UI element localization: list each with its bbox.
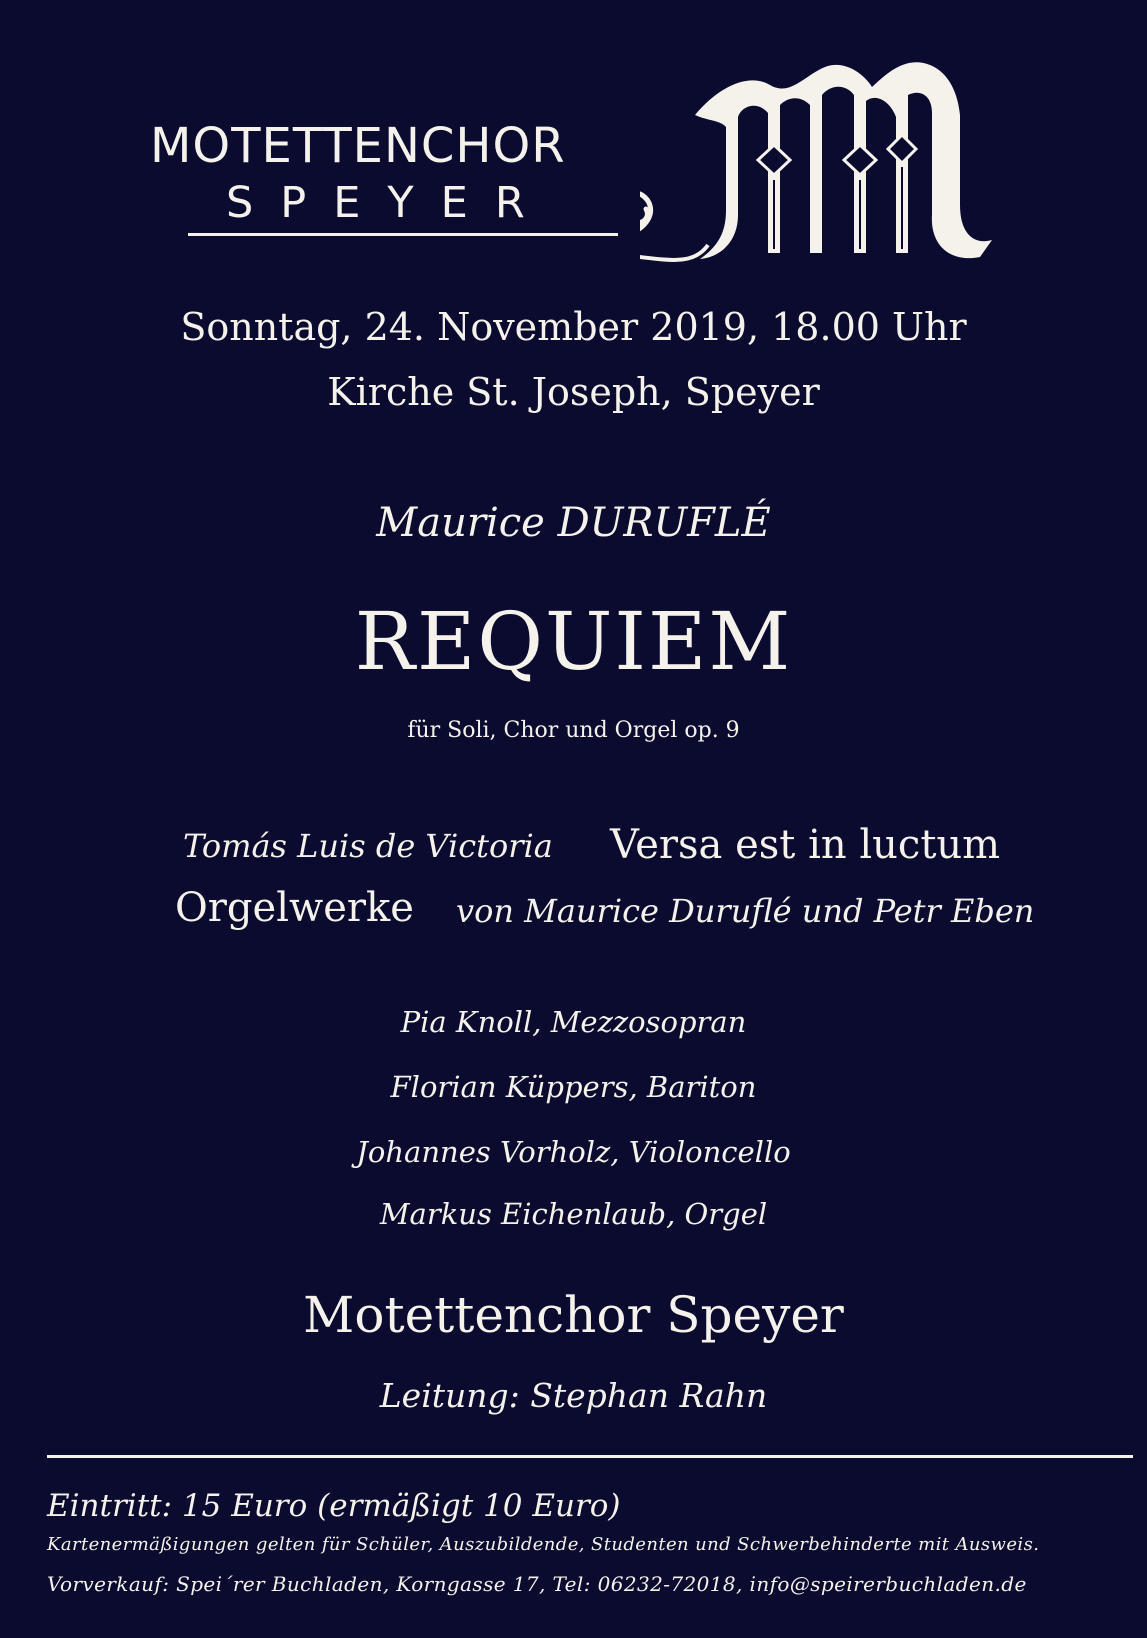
performer: Johannes Vorholz, Violoncello — [356, 1135, 791, 1169]
header-rule — [188, 233, 618, 236]
footer-rule — [47, 1455, 1133, 1458]
program-item-title: Orgelwerke — [175, 885, 414, 931]
program-item-detail: von Maurice Duruflé und Petr Eben — [456, 892, 1035, 930]
conductor: Leitung: Stephan Rahn — [379, 1376, 768, 1415]
reduction-note: Kartenermäßigungen gelten für Schüler, Auszubildende, Studenten und Schwerbehinderte mit Ausweis. — [47, 1534, 1040, 1555]
event-date: Sonntag, 24. November 2019, 18.00 Uhr — [180, 305, 967, 349]
main-composer: Maurice DURUFLÉ — [376, 500, 771, 546]
program-item-composer: Tomás Luis de Victoria — [183, 827, 553, 865]
header — [0, 0, 1147, 290]
org-name-line1: MOTETTENCHOR — [150, 118, 566, 174]
event-venue: Kirche St. Joseph, Speyer — [327, 370, 820, 414]
performer: Pia Knoll, Mezzosopran — [400, 1005, 747, 1039]
presale-info: Vorverkauf: Spei´rer Buchladen, Korngasse 17, Tel: 06232-72018, info@speirerbuchladen.de — [47, 1572, 1027, 1596]
main-work-subtitle: für Soli, Chor und Orgel op. 9 — [407, 718, 740, 743]
gothic-m-monogram-icon — [640, 35, 1025, 280]
admission-price: Eintritt: 15 Euro (ermäßigt 10 Euro) — [47, 1488, 621, 1524]
performer: Markus Eichenlaub, Orgel — [379, 1197, 768, 1231]
program-item-title: Versa est in luctum — [610, 822, 1001, 868]
org-name-line2: SPEYER — [226, 178, 552, 228]
main-work-title: REQUIEM — [354, 595, 793, 688]
performer: Florian Küppers, Bariton — [390, 1070, 757, 1104]
ensemble-name: Motettenchor Speyer — [303, 1286, 844, 1344]
